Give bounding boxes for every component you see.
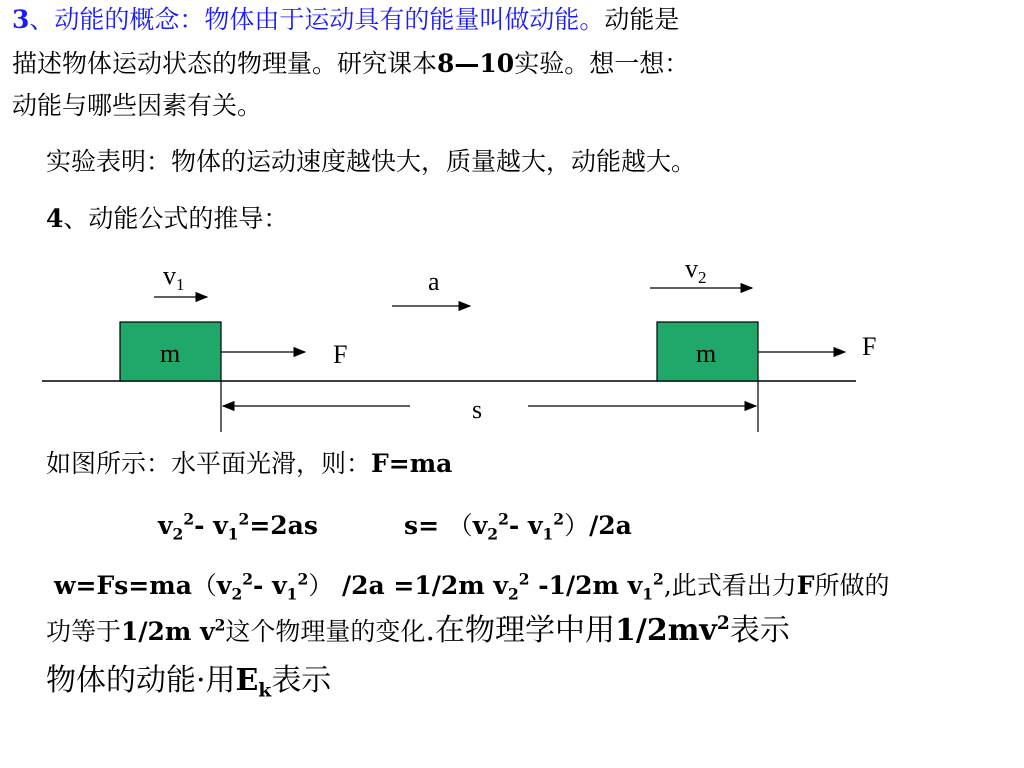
derivation-intro-text: 如图所示：水平面光滑，则： <box>46 449 372 478</box>
displacement-equation-lhs: s= <box>404 511 440 540</box>
section3-line1 <box>12 4 679 36</box>
v2-label: $v_2$ <box>685 254 707 287</box>
work-equation-line2-a: 功等于 <box>46 617 122 646</box>
work-equation-line2-f: 表示 <box>729 613 790 648</box>
section3-number: 3 <box>12 5 30 34</box>
work-equation-mid2: -1/2m v <box>529 571 643 600</box>
displacement-equation: $s= (v_2^2-$ $v_1^2)/2a$ <box>404 509 632 544</box>
displacement-equation-div: /2a <box>589 511 632 540</box>
section3-line2 <box>12 48 689 80</box>
work-equation-line1: $w=Fs=ma(v_2^2-$ $v_1^2$） /2a =1/2m $v_2^2$ -1/2m $v_1^2$,此式看出力F所做的 <box>54 569 890 604</box>
work-equation-tail: ,此式看出力 <box>663 571 797 600</box>
section3-page-range: 8—10 <box>437 49 515 78</box>
section3-line2-text-a: 描述物体运动状态的物理量。研究课本 <box>12 49 438 78</box>
kinetic-energy-definition-d: 表示 <box>271 663 332 698</box>
motion-diagram <box>0 250 1024 440</box>
work-equation-prefix: w=Fs=ma <box>54 571 192 600</box>
section3-title: 、动能的概念：物体由于运动具有的能量叫做动能。 <box>29 5 605 34</box>
kinetic-energy-symbol: E <box>235 663 259 698</box>
section4-heading <box>46 203 288 235</box>
kinematic-equation-rhs: =2as <box>249 511 318 540</box>
work-equation-tail2: 所做的 <box>814 571 890 600</box>
section4-number: 4 <box>46 204 64 233</box>
block-initial-mass-label: m <box>160 339 181 368</box>
force2-label: F <box>862 332 877 361</box>
kinetic-energy-expression: 1/2mv <box>614 613 717 648</box>
kinetic-energy-definition-b: ·用 <box>196 663 236 698</box>
v1-label: $v_1$ <box>163 261 185 294</box>
acceleration-label: a <box>428 267 440 296</box>
kinetic-energy-symbol-subscript: k <box>258 680 272 702</box>
work-equation-line2: 功等于1/2m $v^2$这个物理量的变化.在物理学中用$1/2mv^2$表示 <box>46 612 790 648</box>
kinematic-equation: $v_2^2-$ $v_1^2=2as$ <box>158 509 318 544</box>
kinetic-energy-definition-a: 物体的动能 <box>46 663 196 698</box>
work-equation-mid: /2a =1/2m v <box>333 571 508 600</box>
section3-line2-text-b: 实验。想一想： <box>514 49 690 78</box>
newton-second-law: F=ma <box>371 449 453 478</box>
section3-line1-tail: 动能是 <box>604 5 680 34</box>
block-final-mass-label: m <box>696 339 717 368</box>
experiment-conclusion: 实验表明：物体的运动速度越快大，质量越大，动能越大。 <box>46 147 697 176</box>
section4-title: 、动能公式的推导： <box>63 204 289 233</box>
kinetic-energy-definition <box>46 662 331 700</box>
distance-label: s <box>472 395 483 424</box>
work-equation-force: F <box>796 571 815 600</box>
section3-line3: 动能与哪些因素有关。 <box>12 91 263 120</box>
work-equation-line2-d: .在物理学中用 <box>425 613 615 648</box>
force1-label: F <box>333 340 348 369</box>
work-equation-line2-c: 这个物理量的变化 <box>225 617 426 646</box>
work-equation-line2-b: 1/2m v <box>121 617 215 646</box>
derivation-intro <box>46 448 452 480</box>
